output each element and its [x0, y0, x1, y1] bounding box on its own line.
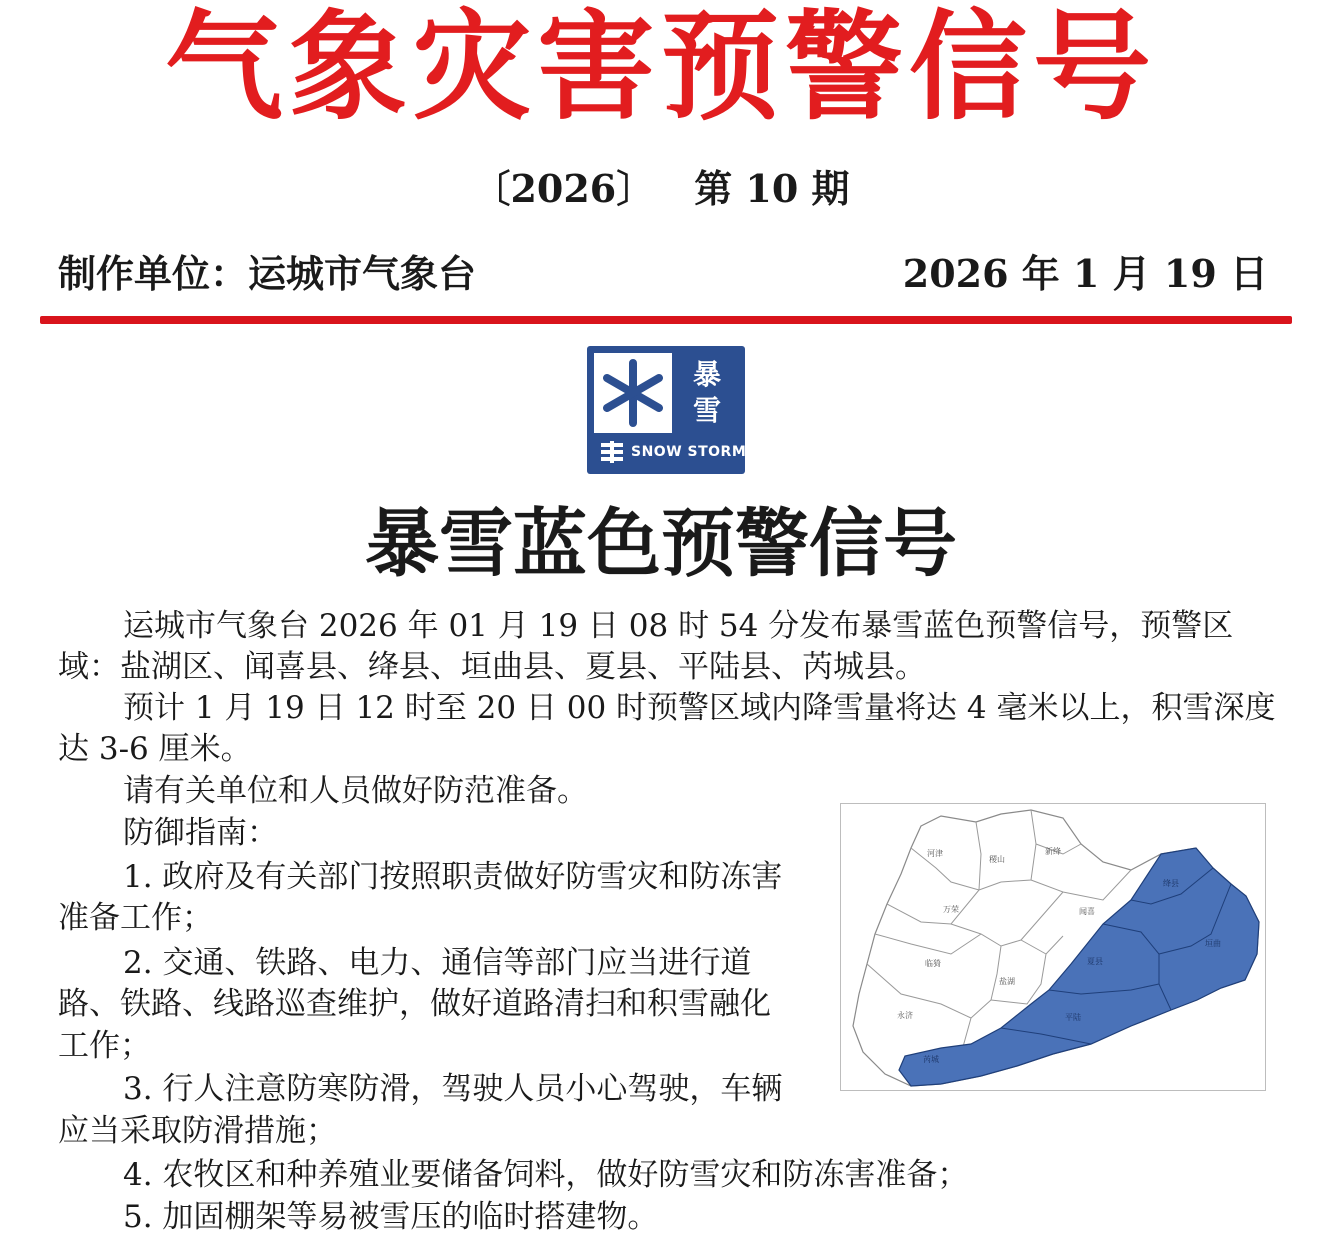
issue-year: 〔2026〕 — [472, 166, 655, 211]
guide-item-2-line1: 2. 交通、铁路、电力、通信等部门应当进行道 — [123, 945, 752, 981]
header-divider — [40, 316, 1292, 324]
body-p1-line1: 运城市气象台 2026 年 01 月 19 日 08 时 54 分发布暴雪蓝色预警信号，预警区 — [123, 608, 1234, 644]
map-label-wenxi: 闻喜 — [1079, 907, 1095, 916]
map-label-xiaxian: 夏县 — [1087, 957, 1103, 966]
warning-title: 暴雪蓝色预警信号 — [365, 501, 957, 587]
signal-label-char-2: 雪 — [692, 394, 721, 427]
signal-label-cn — [677, 353, 737, 433]
body-p3: 请有关单位和人员做好防范准备。 — [123, 773, 588, 809]
masthead-title: 气象灾害预警信号 — [164, 0, 1157, 136]
map-label-xinjiang: 新绛 — [1045, 847, 1061, 856]
snowstorm-signal-icon — [587, 346, 745, 474]
body-p2-line2: 达 3-6 厘米。 — [58, 731, 252, 767]
guide-item-5: 5. 加固棚架等易被雪压的临时搭建物。 — [123, 1199, 659, 1235]
guide-item-3-line1: 3. 行人注意防寒防滑，驾驶人员小心驾驶，车辆 — [123, 1071, 783, 1107]
guide-heading: 防御指南： — [123, 815, 278, 851]
body-p1-line2: 域：盐湖区、闻喜县、绛县、垣曲县、夏县、平陆县、芮城县。 — [58, 649, 926, 685]
issue-number: 第 10 期 — [694, 166, 850, 211]
map-label-ruicheng: 芮城 — [923, 1055, 939, 1064]
signal-label-char-1: 暴 — [692, 358, 721, 391]
map-label-yanhu: 盐湖 — [999, 977, 1015, 986]
issue-line — [0, 164, 1322, 214]
map-label-wanrong: 万荣 — [943, 905, 959, 914]
guide-item-1-line1: 1. 政府及有关部门按照职责做好防雪灾和防冻害 — [123, 859, 783, 895]
guide-item-4: 4. 农牧区和种养殖业要储备饲料，做好防雪灾和防冻害准备； — [123, 1157, 969, 1193]
body-p2-line1: 预计 1 月 19 日 12 时至 20 日 00 时预警区域内降雪量将达 4 毫米以上，积雪深度 — [123, 690, 1276, 726]
issue-date: 2026 年 1 月 19 日 — [902, 251, 1268, 296]
map-label-yuanqu: 垣曲 — [1205, 939, 1221, 948]
map-label-yongji: 永济 — [897, 1011, 913, 1020]
guide-item-2-line2: 路、铁路、线路巡查维护，做好道路清扫和积雪融化 — [58, 986, 771, 1022]
guide-item-1-line2: 准备工作； — [58, 900, 213, 936]
snowflake-icon — [594, 353, 672, 433]
guide-item-3-line2: 应当采取防滑措施； — [58, 1113, 337, 1149]
guide-item-2-line3: 工作； — [58, 1028, 151, 1064]
map-label-linyi: 临猗 — [925, 959, 941, 968]
map-label-jiangxian: 绛县 — [1163, 879, 1179, 888]
map-label-jishan: 稷山 — [989, 855, 1005, 864]
map-label-hejin: 河津 — [927, 849, 943, 858]
map-label-pinglu: 平陆 — [1065, 1013, 1081, 1022]
signal-label-en: SNOW STORM — [631, 444, 747, 460]
warning-area-map — [840, 803, 1266, 1091]
weather-agency-logo-icon — [599, 440, 625, 464]
issuing-unit: 制作单位：运城市气象台 — [58, 251, 477, 296]
